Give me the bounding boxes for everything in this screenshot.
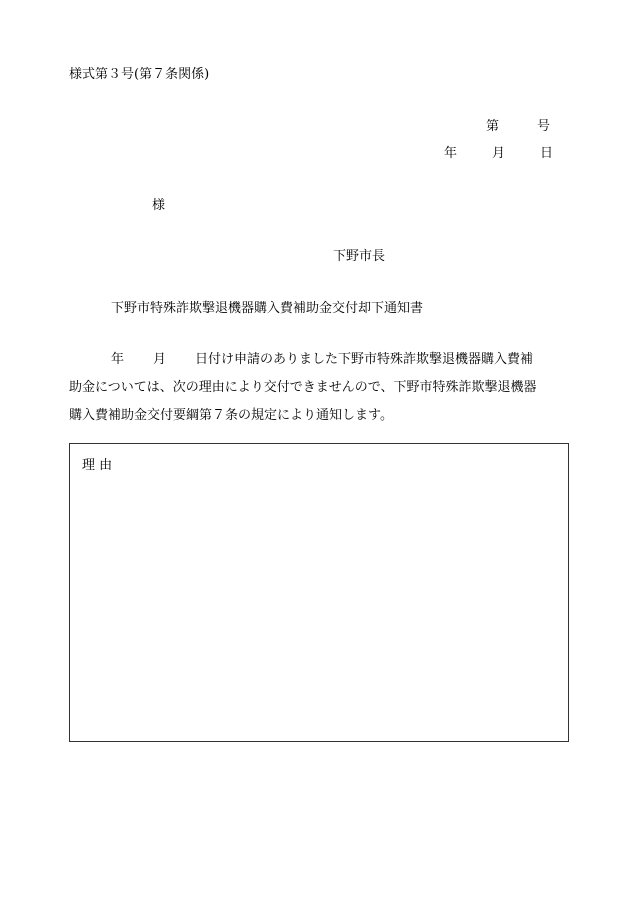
document-title: 下野市特殊詐欺撃退機器購入費補助金交付却下通知書 xyxy=(111,301,424,316)
document-number-go: 号 xyxy=(537,119,551,134)
body-year: 年 xyxy=(111,352,125,367)
form-number: 様式第３号(第７条関係) xyxy=(69,67,210,82)
body-line-2: 助金については、次の理由により交付できませんので、下野市特殊詐欺撃退機器 xyxy=(69,380,537,395)
date-year: 年 xyxy=(444,146,458,161)
issue-date xyxy=(444,147,553,160)
reason-label: 理 由 xyxy=(82,458,113,473)
body-text xyxy=(69,353,549,437)
sender: 下野市長 xyxy=(333,249,386,264)
addressee: 様 xyxy=(152,198,166,213)
document-number-dai: 第 xyxy=(486,119,500,134)
date-day: 日 xyxy=(540,146,554,161)
body-line-1 xyxy=(69,353,549,381)
date-month: 月 xyxy=(492,146,506,161)
body-line-3: 購入費補助金交付要綱第７条の規定により通知します。 xyxy=(69,408,393,423)
document-number xyxy=(486,120,550,133)
reason-box xyxy=(69,443,569,742)
body-line-1-text: 日付け申請のありました下野市特殊詐欺撃退機器購入費補 xyxy=(195,352,534,367)
body-month: 月 xyxy=(153,352,167,367)
